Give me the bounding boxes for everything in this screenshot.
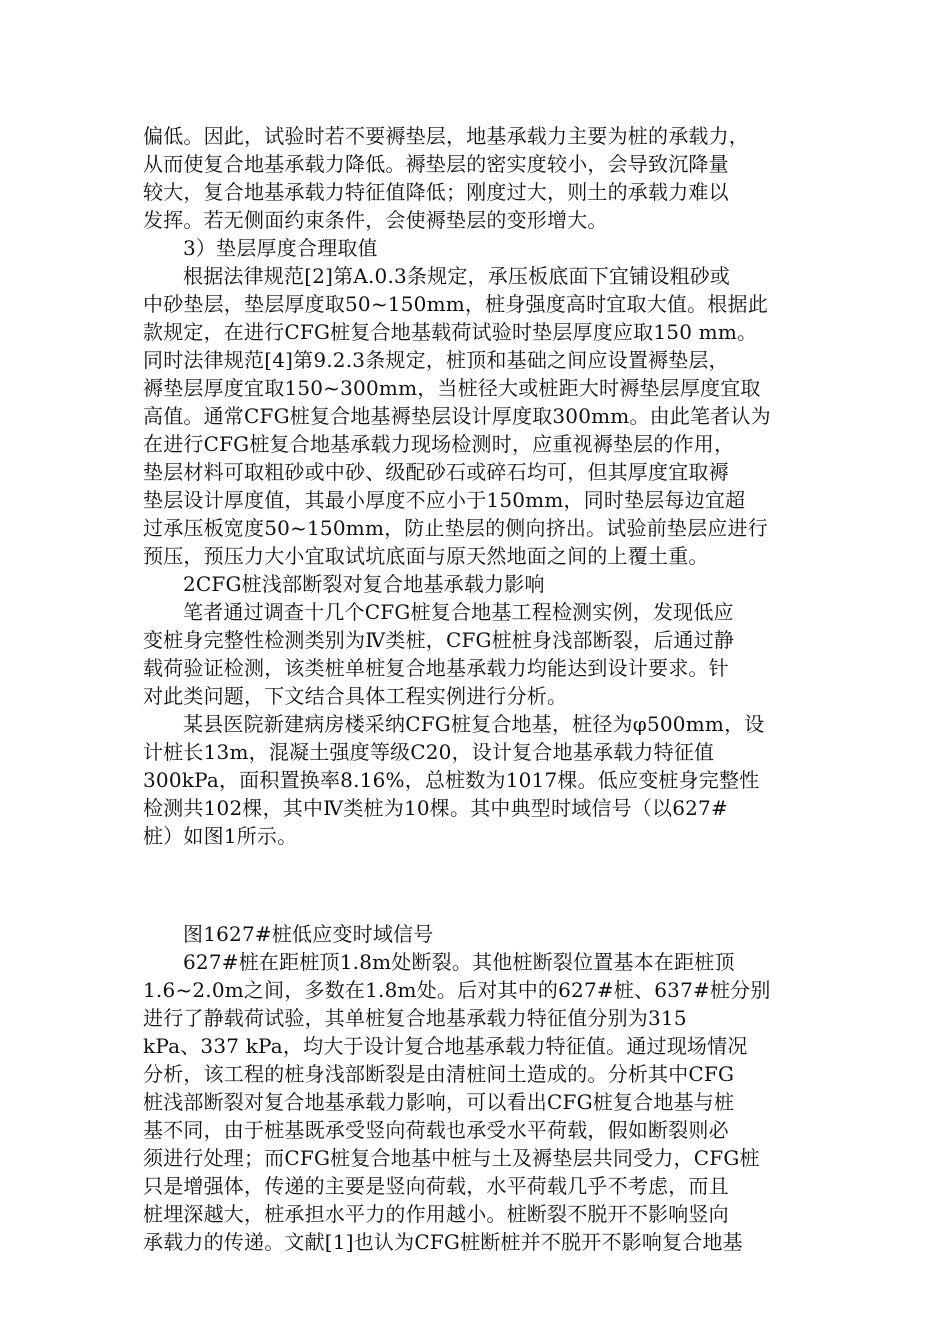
text-line: 承载力的传递。文献[1]也认为CFG桩断桩并不脱开不影响复合地基: [143, 1230, 743, 1254]
text-line: 桩浅部断裂对复合地基承载力影响，可以看出CFG桩复合地基与桩: [143, 1090, 735, 1114]
text-line: 分析，该工程的桩身浅部断裂是由清桩间土造成的。分析其中CFG: [143, 1062, 735, 1086]
text-line: 桩）如图1所示。: [143, 824, 298, 848]
text-line: 同时法律规范[4]第9.2.3条规定，桩顶和基础之间应设置褥垫层，: [143, 348, 729, 372]
text-line: 627#桩在距桩顶1.8m处断裂。其他桩断裂位置基本在距桩顶: [183, 950, 735, 974]
text-line: 垫层设计厚度值，其最小厚度不应小于150mm，同时垫层每边宜超: [143, 488, 746, 512]
text-line: 较大，复合地基承载力特征值降低；刚度过大，则土的承载力难以: [143, 180, 729, 204]
text-line: 根据法律规范[2]第A.0.3条规定，承压板底面下宜铺设粗砂或: [183, 264, 731, 288]
text-line: 过承压板宽度50~150mm，防止垫层的侧向挤出。试验前垫层应进行: [143, 516, 768, 540]
text-line: kPa、337 kPa，均大于设计复合地基承载力特征值。通过现场情况: [143, 1034, 748, 1058]
text-line: 高值。通常CFG桩复合地基褥垫层设计厚度取300mm。由此笔者认为: [143, 404, 771, 428]
text-line: 进行了静载荷试验，其单桩复合地基承载力特征值分别为315: [143, 1006, 687, 1030]
text-line: 须进行处理；而CFG桩复合地基中桩与土及褥垫层共同受力，CFG桩: [143, 1146, 760, 1170]
text-line: 垫层材料可取粗砂或中砂、级配砂石或碎石均可，但其厚度宜取褥: [143, 460, 729, 484]
text-line: 笔者通过调查十几个CFG桩复合地基工程检测实例，发现低应: [183, 600, 734, 624]
text-line: 中砂垫层，垫层厚度取50~150mm，桩身强度高时宜取大值。根据此: [143, 292, 768, 316]
text-line: 预压，预压力大小宜取试坑底面与原天然地面之间的上覆土重。: [143, 544, 709, 568]
text-line: 褥垫层厚度宜取150~300mm，当桩径大或桩距大时褥垫层厚度宜取: [143, 376, 761, 400]
text-line: 载荷验证检测，该类桩单桩复合地基承载力均能达到设计要求。针: [143, 656, 729, 680]
text-line: 对此类问题，下文结合具体工程实例进行分析。: [143, 684, 568, 708]
text-line: 发挥。若无侧面约束条件，会使褥垫层的变形增大。: [143, 208, 608, 232]
text-line: 在进行CFG桩复合地基承载力现场检测时，应重视褥垫层的作用，: [143, 432, 735, 456]
text-line: 从而使复合地基承载力降低。褥垫层的密实度较小，会导致沉降量: [143, 152, 729, 176]
text-line: 基不同，由于桩基既承受竖向荷载也承受水平荷载，假如断裂则必: [143, 1118, 729, 1142]
text-line: 变桩身完整性检测类别为Ⅳ类桩，CFG桩桩身浅部断裂，后通过静: [143, 628, 735, 652]
text-line: 桩埋深越大，桩承担水平力的作用越小。桩断裂不脱开不影响竖向: [143, 1202, 729, 1226]
text-line: 偏低。因此，试验时若不要褥垫层，地基承载力主要为桩的承载力，: [143, 124, 749, 148]
text-line: 检测共102棵，其中Ⅳ类桩为10棵。其中典型时域信号（以627#: [143, 796, 728, 820]
text-line: 300kPa，面积置换率8.16%，总桩数为1017棵。低应变桩身完整性: [143, 768, 760, 792]
text-line: 只是增强体，传递的主要是竖向荷载，水平荷载几乎不考虑，而且: [143, 1174, 729, 1198]
section-heading: 2CFG桩浅部断裂对复合地基承载力影响: [183, 572, 545, 596]
text-line: 1.6~2.0m之间，多数在1.8m处。后对其中的627#桩、637#桩分别: [143, 978, 771, 1002]
section-heading: 3）垫层厚度合理取值: [183, 236, 378, 260]
text-line: 某县医院新建病房楼采纳CFG桩复合地基，桩径为φ500mm，设: [183, 712, 765, 736]
text-line: 款规定，在进行CFG桩复合地基载荷试验时垫层厚度应取150 mm。: [143, 320, 758, 344]
text-line: 计桩长13m，混凝土强度等级C20，设计复合地基承载力特征值: [143, 740, 715, 764]
figure-caption: 图1627#桩低应变时域信号: [183, 922, 434, 946]
